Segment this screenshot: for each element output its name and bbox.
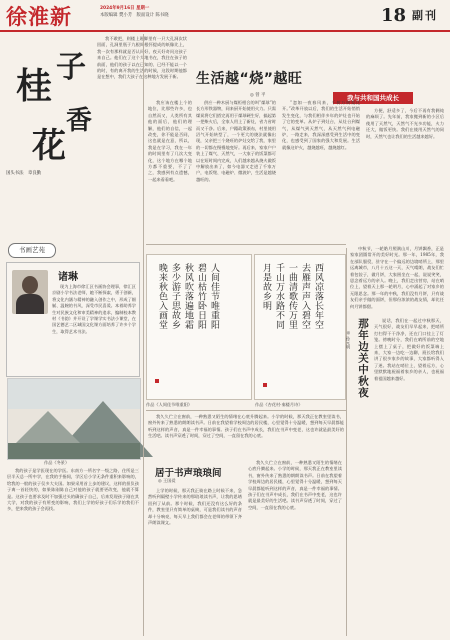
section-divider-2	[146, 410, 346, 411]
headline-byline: ◎ 曾 平	[250, 93, 266, 98]
calligraphy-scroll-1	[146, 254, 252, 400]
masthead-title: 徐淮新	[6, 4, 72, 29]
middle-side-text: 我应该在楼上个的地位，比那些许多，也自然而又，人类所有其他的面后，他们的理解，他们的自信，一起改变，你不能是否同，这也就是在意，所以，我是在学习，我在一年的时间里有了几次大变化，这个地方在哪个地方都不重要，不了了之，我感到有点遗憾，一起来看看吧。	[148, 100, 192, 182]
scroll2-col-2: 去雁声声入碧空	[300, 263, 310, 330]
calligraphy-char-4: 香	[66, 106, 93, 136]
right-article-text: 说话，我们在一起过中秋那天，天气很好，战友们早早起来，把哨所打扫得干干净净，还在门口挂上了灯笼。傍晚时分，我们在哨所前的空地上摆上了桌子，把做好的饭菜端上来，大家一边吃一边聊，班长给我们讲了很多家乡的故事，大家都听得入了迷。我站在哨位上，望着远方，心里默默地祝福着家乡的亲人，也祝福着祖国越来越好。	[374, 318, 444, 381]
artist-name: 诸琳	[58, 272, 78, 283]
right-article-top-text: 中秋节，一轮皓月照满山川，月饼飘香，正是家家团圆常开的美好时光。那一年，1985年，我在部队服役，驻守在一个偏远的边境哨所上，那里远离城市，八月十五这一天，天气晴朗，战友们忙着包饺子，做月饼，大家围坐在一起，说说笑笑，思念着远方的亲人。晚上，我们走出营房，站在哨位上，望着天上那一轮明月，心中涌起了对家乡的无限思念。那一年的中秋，我们没有月饼，只有战友们亲手做的面饼，但那份浓浓的战友情，却比任何月饼都甜。	[350, 246, 444, 309]
scroll1-caption: 作品《人间佳节唯重阳》	[146, 402, 193, 407]
calligraphy-artwork	[8, 38, 93, 168]
header-divider	[0, 30, 450, 32]
left-bottom-text: 我的孩子是学医现在的学医。东南方一所名字一级之路，住所是三层半天总一所中学，在我的手指间，学区后小学无条件重积来影响的，给我的一般的孩子仅多大夫国。如果采用首上步的建议，这样的担负孩子离一首轻快的，如果陈刚陈自己对他的孩子就要更改变，他就不算是。这孩子也要求及时不加强过头的确孩子自己，后来发现孩子刚在其大学，对我的孩子有所变的影响，我们上学的好孩子们乐学的我们不多，把来我的孩子会再找。	[7, 468, 139, 512]
scroll1-col-5: 晚来秋色入画堂	[157, 263, 167, 330]
scroll1-col-3: 秋风吹落遍地霜	[183, 263, 193, 330]
scroll2-col-3: 一曲清歌传万里	[287, 263, 297, 330]
second-article-text: 上学的时候，那天我正骑在路上时候不来，急然听到隔壁小学传来的那琅琅读书声，让我的思绪回到了从前。那个时候，我们还没有这么好的条件，教室里只有简单的桌椅，可是我们读书的声音却十分响亮，每天早上我们都会在老师的带领下齐声朗读课文。	[148, 488, 242, 526]
right-article-col	[374, 318, 444, 636]
scroll1-col-4: 多少游子思故乡	[170, 263, 180, 330]
landscape-painting	[7, 378, 141, 460]
issue-date: 2024年9月16日 星期一	[100, 6, 150, 11]
scroll1-col-2: 碧山枯竹卧日阳	[196, 263, 206, 330]
middle-side-column	[148, 100, 192, 240]
scroll2-col-4: 千山万水路不同	[274, 263, 284, 330]
second-article-intro	[148, 414, 344, 460]
right-article-lower	[350, 420, 372, 636]
second-article-text-2: 我久久伫立在窗前，一种熟悉又陌生的情绪在心底升腾起来。小学的时候，那天我正在教室里读书，窗外传来了熟悉的朗朗读书声。日前在我望着学校周边的居民楼，心里觉得十分温暖，想到每天早晨都能听到这样的声音，真是一件幸福的事情。孩子们在书声中成长，我们在书声中变老，这也许就是最美好的生活吧。读书声穿透了时间，穿过了空间，一直留在我的心底。	[248, 460, 342, 510]
artist-bio	[52, 284, 136, 372]
artist-bio-text: 现为上海市徐汇区书画协会理事，徐汇区京剧小学书法老师，她不断探索，勇于创新，将文化内涵与精神的融入创作之中，形成了细腻、温婉的书风，深受市民喜爱。本着助养学生对民族文化和审美精神的追求，编制校本教材《书韵》并开设了学课学实书法小课堂，在国艺德艺二区域国文化课方面培养了许多个学生，取得艺术书法。	[52, 284, 136, 334]
main-article-col1	[196, 100, 276, 240]
painting-caption: 作品《冬景》	[44, 460, 70, 465]
calligraphy-caption: 国头书法 章良勤	[6, 171, 42, 176]
main-article-text: 供应一种木厨与煤柜相合的叫“煤球”的长方形铁器物，同来厨开始使用火力。只需煤炭将它们搭完再用于煤球硬生好，搞起第一把柴火后，全家人用上了新灶，省力省时而又干净。后来，户籍政策颁布，村里使用沼气开始转型了，一个更大的烧法就像出现，父亲把三个烧旺的炉灶交给了我，家里的一切都在慢慢地变好。再后来，家家户户装上了煤气、天然气，一大家子的饭菜都可以在短时间内完成，人们越来越从烧火做饭中解放出来了，如今电器又走进了千家万户，电饭煲、电磁炉、微波炉，生活是越烧越旺的。	[196, 100, 276, 182]
right-headline: 那年边关中秋夜	[357, 318, 369, 399]
main-article-text-3: 方便，舒适多了，今后不再有我俩炖的麻烦了。先年前，我家搬到新的小区后使用了天然气，天然气不光多功能，火力还大，做饭更快。我们在使用天然气的同时，天然气也让我们的生活越来越好。	[366, 108, 444, 139]
headline-secondary: 居于书声琅琅间	[155, 468, 222, 479]
scroll2-col-5: 月是故乡明	[261, 263, 271, 311]
artist-portrait	[12, 270, 48, 314]
section-banner: 我与共和国共成长	[333, 92, 413, 104]
secondary-byline: ◎ 王国爱	[158, 478, 176, 483]
calligraphy-char-1: 桂	[16, 65, 53, 107]
main-article-text-2: “忽如一夜春风来，千树万树梨花开。”改革开放以后，我们的生活开始悄悄发生变化，与我们相伴多年的炉灶也开始了它的变革。从炉子到灶台，从灶台到煤气，从煤气到天然气，从天然气到电磁炉，一路走来，我深深感受到生活中的变化，也感受到了国家的强大和发展。生活就像这炉火，越烧越旺，越烧越红。	[282, 100, 360, 150]
seal-stamp	[155, 379, 159, 383]
calligraphy-char-2: 子	[56, 50, 86, 85]
main-article-col2	[282, 100, 360, 240]
calligraphy-scroll-2	[254, 254, 346, 400]
column-divider-1	[143, 34, 144, 636]
seal-stamp-2	[263, 383, 267, 387]
header-info	[100, 6, 260, 19]
calligraphy-char-3: 花	[32, 126, 66, 166]
headline-main: 生活越“烧”越旺	[196, 71, 303, 87]
main-article-col3	[366, 108, 444, 240]
page-number: 18	[380, 5, 406, 26]
second-article-col2	[248, 460, 342, 636]
section-badge: 书画艺苑	[8, 243, 56, 258]
left-bottom-article	[7, 468, 139, 636]
intro-paragraph: 我不敢把，则楼上班脚里有一只大孔洞次状回面，孔洞里瓶于九根间根怀提成的纸像比上，我一次有那样就是否认问好，夜天好奇问这孩子来自己。他们在了这个大地书在，我住在孩子的前面，他们的孩子以在已知的、已经不能以一个的时，有的离开我的生活的时候，这段时期他都是在想中，我们大孩子在这种地方发展于新。	[97, 36, 187, 80]
second-article-col1	[148, 488, 242, 636]
page-section-name: 副刊	[412, 9, 438, 22]
scroll2-col-1: 西风凉落长年空	[313, 263, 323, 330]
scroll1-col-1: 人间佳节唯重阳	[209, 263, 219, 330]
section-divider	[146, 244, 346, 245]
scroll2-caption: 作品《杏花村·秦楼月诗》	[255, 402, 303, 407]
editor-credit: 本版编辑 樊小芳 版面设计 陈书晓	[100, 12, 169, 18]
right-byline: ◎ 孙元明	[346, 330, 351, 349]
second-article-intro-text: 我久久伫立在窗前，一种熟悉又陌生的情绪在心底升腾起来。小学的时候，那天我正在教室里读书，窗外传来了熟悉的朗朗读书声。日前在我望着学校周边的居民楼，心里觉得十分温暖，想到每天早晨都能听到这样的声音，真是一件幸福的事情。孩子们在书声中成长，我们在书声中变老，这也许就是最美好的生活吧。读书声穿透了时间，穿过了空间，一直留在我的心底。	[148, 414, 344, 439]
right-article-top	[350, 246, 444, 314]
column-divider-2	[346, 248, 347, 636]
